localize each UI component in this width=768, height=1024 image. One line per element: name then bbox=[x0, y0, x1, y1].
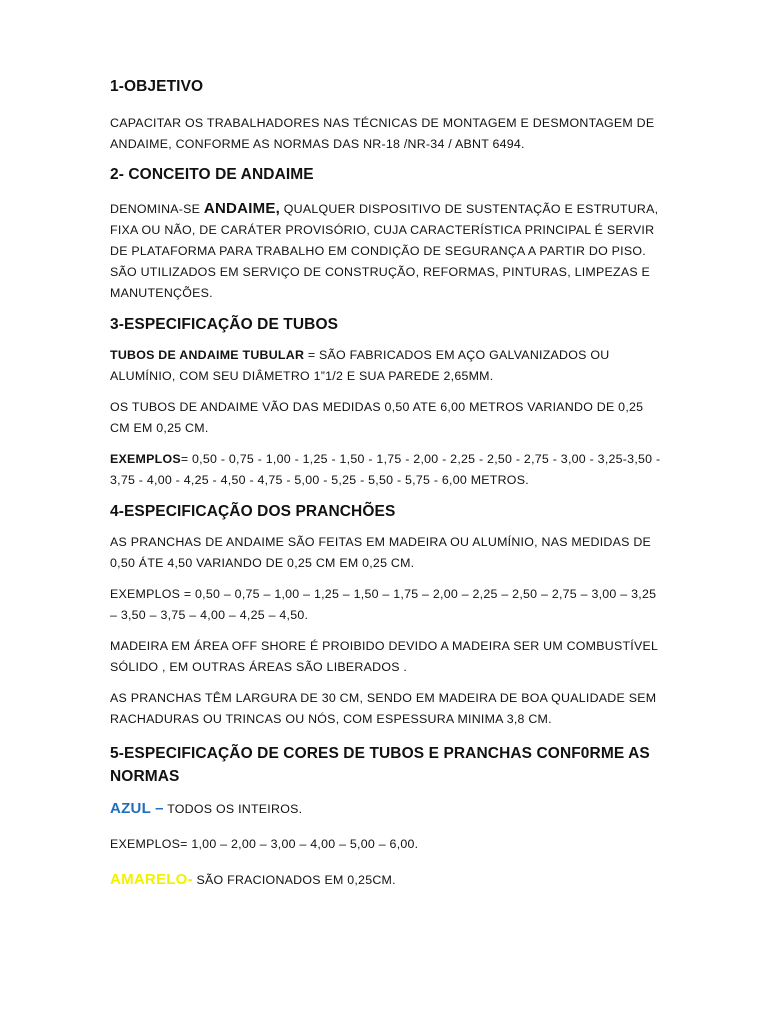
conceito-body: QUALQUER DISPOSITIVO DE SUSTENTAÇÃO E ESTRUTURA, FIXA OU NÃO, DE CARÁTER PROVISÓRIO, CUJA CARACTERÍSTICA PRINCIPAL É SERVIR DE PLATAFORMA PARA TRABALHO EM CONDIÇÃO DE SEGURANÇA A PARTIR DO PISO. SÃO UTILIZADOS EM SERVIÇO DE CONSTRUÇÃO, REFORMAS, PINTURAS, LIMPEZAS E MANUTENÇÕES. bbox=[110, 202, 659, 300]
heading-pranchoes: 4-ESPECIFICAÇÃO DOS PRANCHÕES bbox=[110, 503, 396, 520]
objetivo-text: CAPACITAR OS TRABALHADORES NAS TÉCNICAS DE MONTAGEM E DESMONTAGEM DE ANDAIME, CONFORME AS NORMAS DAS NR-18 /NR-34 / ABNT 6494. bbox=[110, 116, 655, 151]
tubos-p3-text: = 0,50 - 0,75 - 1,00 - 1,25 - 1,50 - 1,75 - 2,00 - 2,25 - 2,50 - 2,75 - 3,00 - 3,25-3,50 - 3,75 - 4,00 - 4,25 - 4,50 - 4,75 - 5,00 - 5,25 - 5,50 - 5,75 - 6,00 METROS. bbox=[110, 452, 661, 487]
heading-cores: 5-ESPECIFICAÇÃO DE CORES DE TUBOS E PRANCHAS CONF0RME AS NORMAS bbox=[110, 745, 650, 785]
heading-objetivo: 1-OBJETIVO bbox=[110, 78, 204, 95]
conceito-term: ANDAIME, bbox=[203, 200, 281, 217]
pranchoes-p1: AS PRANCHAS DE ANDAIME SÃO FEITAS EM MADEIRA OU ALUMÍNIO, NAS MEDIDAS DE 0,50 ÁTE 4,50 VARIANDO DE 0,25 CM EM 0,25 CM. bbox=[110, 535, 652, 570]
tubos-p2: OS TUBOS DE ANDAIME VÃO DAS MEDIDAS 0,50 ATE 6,00 METROS VARIANDO DE 0,25 CM EM 0,25 CM. bbox=[110, 400, 644, 435]
cores-exemplos: EXEMPLOS= 1,00 – 2,00 – 3,00 – 4,00 – 5,00 – 6,00. bbox=[110, 837, 419, 851]
cores-azul bbox=[110, 798, 664, 820]
pranchoes-p2: EXEMPLOS = 0,50 – 0,75 – 1,00 – 1,25 – 1,50 – 1,75 – 2,00 – 2,25 – 2,50 – 2,75 – 3,00 – 3,25 – 3,50 – 3,75 – 4,00 – 4,25 – 4,50. bbox=[110, 587, 657, 622]
pranchoes-p3: MADEIRA EM ÁREA OFF SHORE É PROIBIDO DEVIDO A MADEIRA SER UM COMBUSTÍVEL SÓLIDO , EM OUTRAS ÁREAS SÃO LIBERADOS . bbox=[110, 639, 658, 674]
tubos-p3-bold: EXEMPLOS bbox=[110, 452, 181, 466]
amarelo-text: SÃO FRACIONADOS EM 0,25CM. bbox=[192, 873, 396, 887]
cores-amarelo bbox=[110, 869, 664, 891]
tubos-p3 bbox=[110, 449, 664, 491]
tubos-p1 bbox=[110, 345, 664, 387]
pranchoes-p4: AS PRANCHAS TÊM LARGURA DE 30 CM, SENDO EM MADEIRA DE BOA QUALIDADE SEM RACHADURAS OU TRINCAS OU NÓS, COM ESPESSURA MINIMA 3,8 CM. bbox=[110, 691, 657, 726]
heading-conceito: 2- CONCEITO DE ANDAIME bbox=[110, 166, 314, 183]
amarelo-label: AMARELO- bbox=[110, 871, 193, 888]
conceito-lead: DENOMINA-SE bbox=[110, 202, 204, 216]
tubos-p1-bold: TUBOS DE ANDAIME TUBULAR bbox=[110, 348, 305, 362]
azul-label: AZUL – bbox=[110, 800, 164, 817]
azul-text: TODOS OS INTEIROS. bbox=[163, 802, 303, 816]
heading-tubos: 3-ESPECIFICAÇÃO DE TUBOS bbox=[110, 316, 339, 333]
tubos-p1-text: = SÃO FABRICADOS EM AÇO GALVANIZADOS OU ALUMÍNIO, COM SEU DIÂMETRO 1”1/2 E SUA PAREDE 2,65MM. bbox=[110, 348, 610, 383]
conceito-text bbox=[110, 198, 664, 304]
